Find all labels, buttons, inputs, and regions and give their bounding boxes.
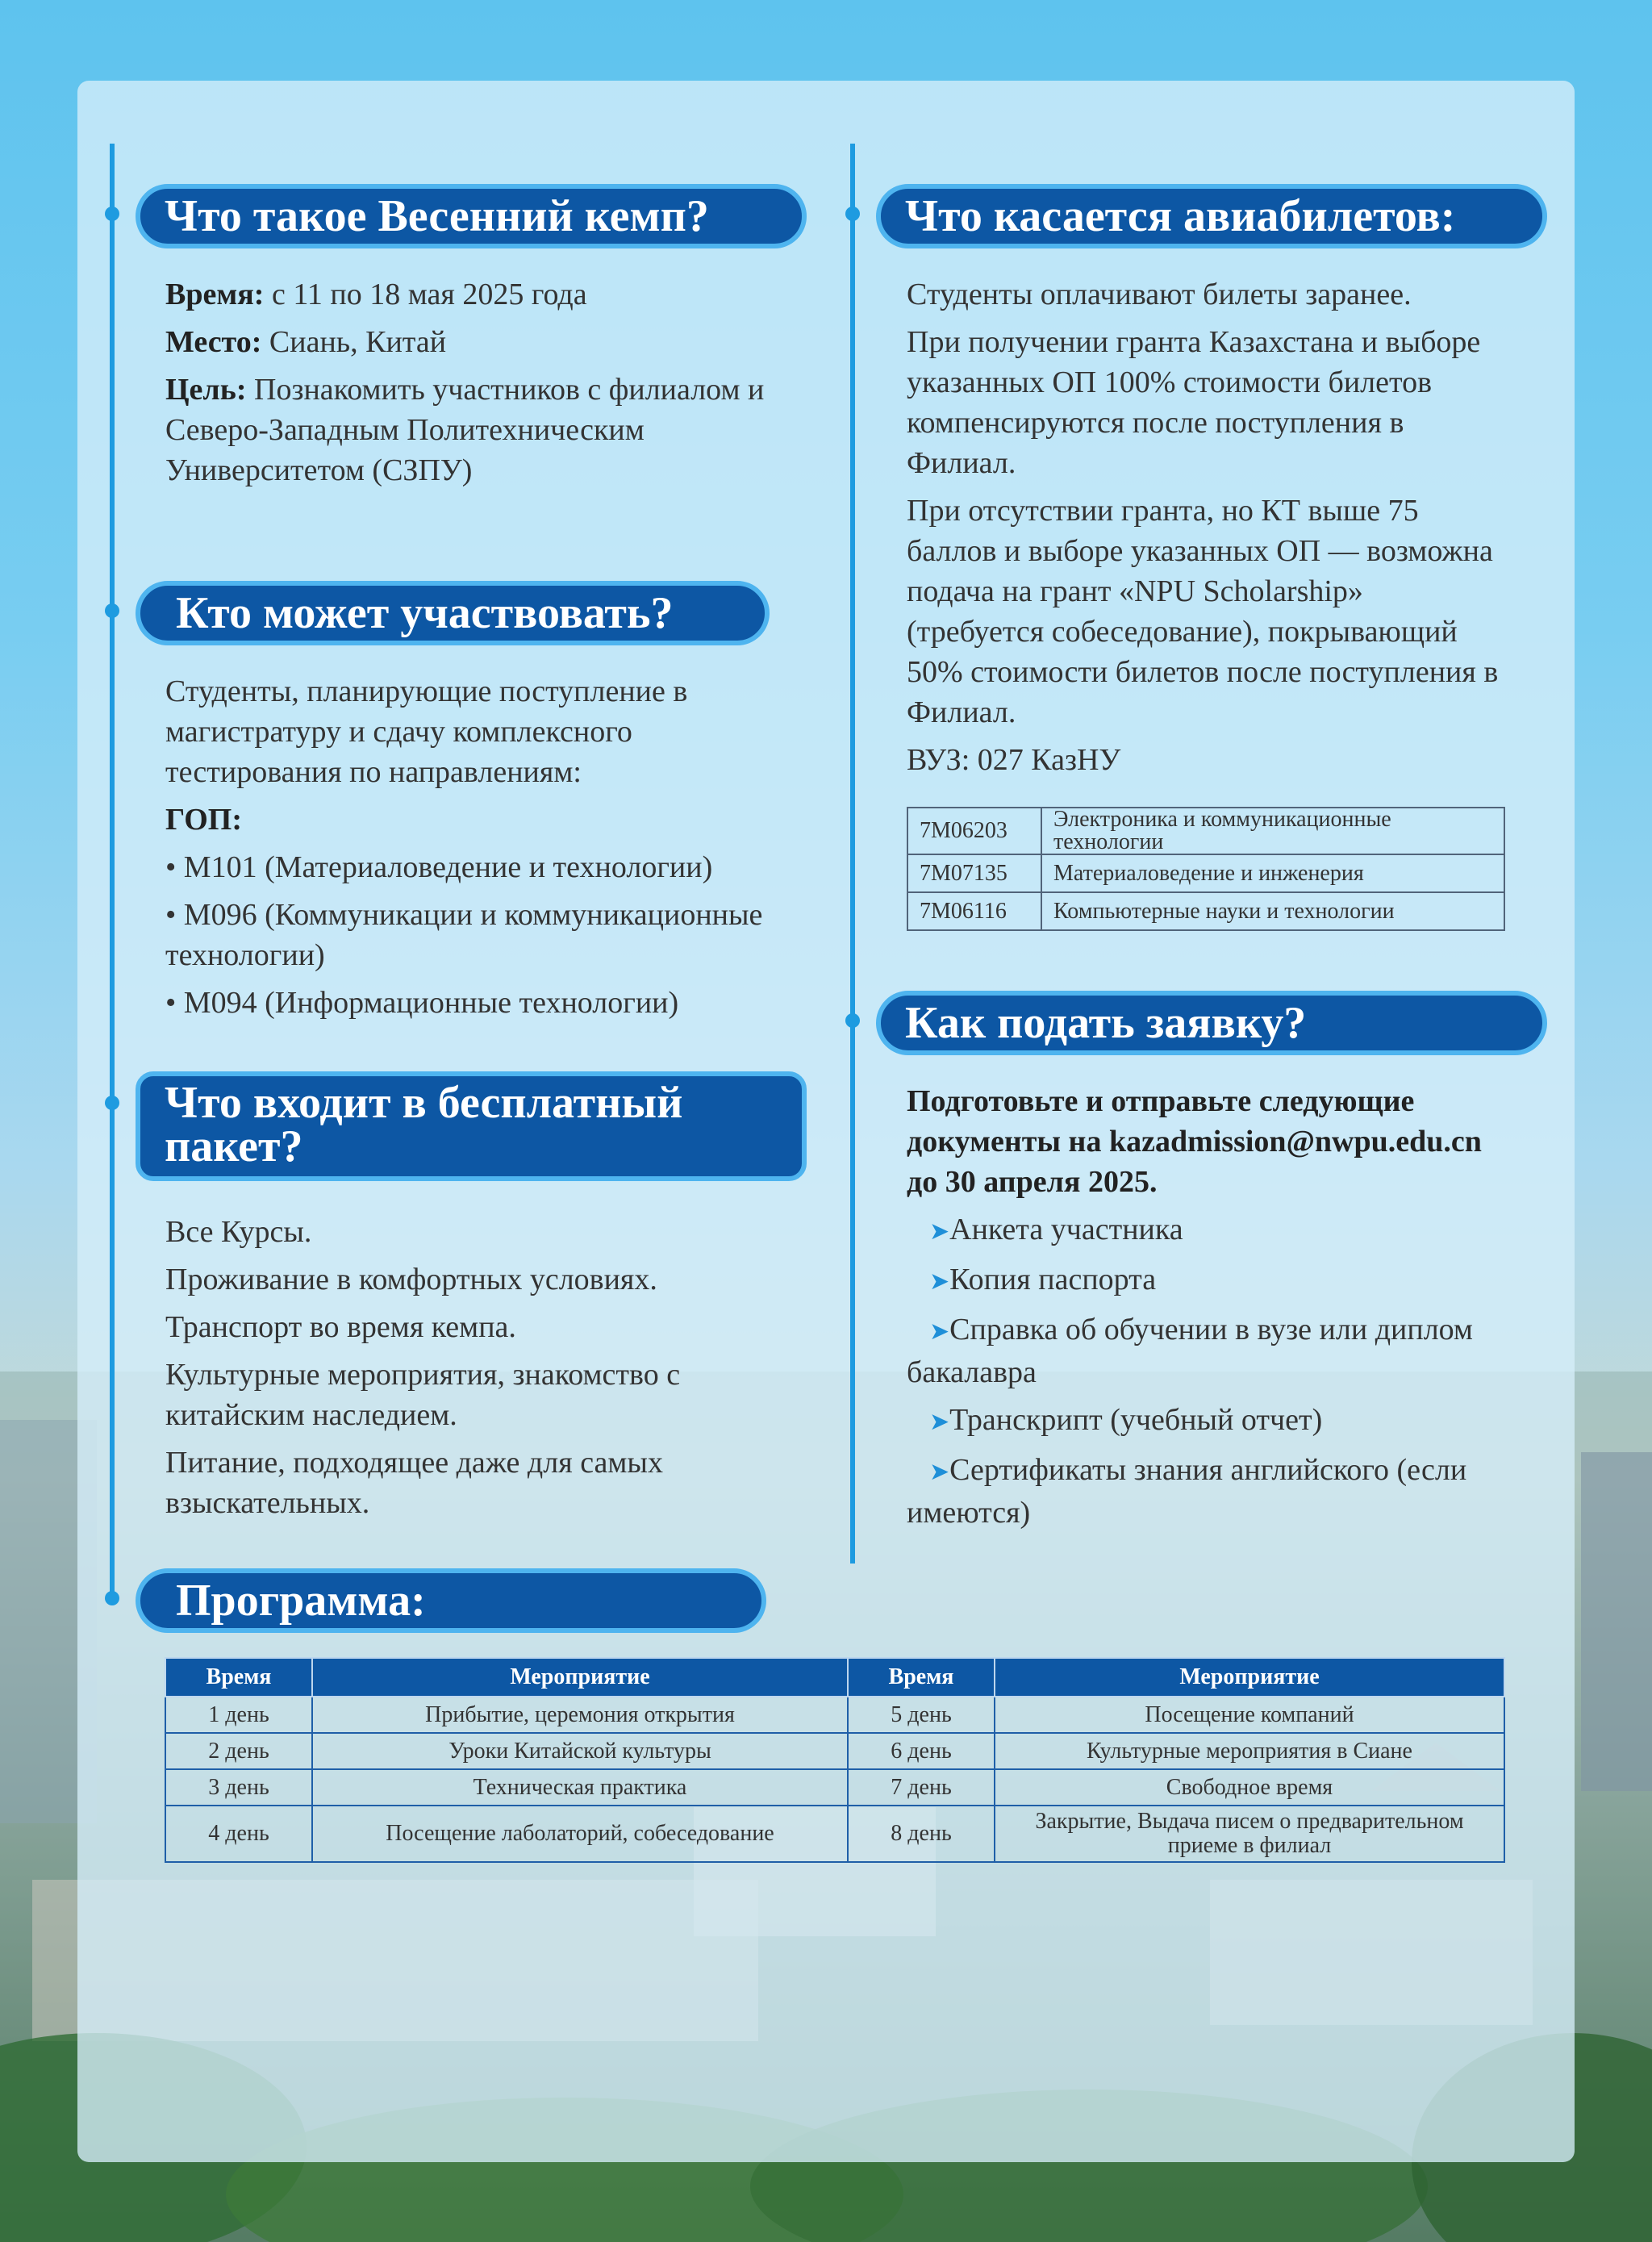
package-item: Все Курсы. (165, 1215, 312, 1249)
timeline-dot (105, 1591, 119, 1605)
timeline-dot (845, 207, 860, 221)
event-cell: Техническая практика (312, 1769, 848, 1806)
program-name: Материаловедение и инженерия (1041, 854, 1504, 892)
package-item: Проживание в комфортных условиях. (165, 1263, 657, 1296)
free-package-title-line1: Что входит в бесплатный (165, 1078, 683, 1128)
apply-item: Транскрипт (учебный отчет) (949, 1403, 1323, 1437)
event-cell: Свободное время (995, 1769, 1504, 1806)
vuz-code: ВУЗ: 027 КазНУ (907, 743, 1121, 777)
arrow-icon: ➤ (929, 1268, 950, 1295)
package-item: Транспорт во время кемпа. (165, 1310, 516, 1344)
program-code: 7M07135 (907, 854, 1041, 892)
table-row (907, 892, 1504, 930)
section-header-who-can-participate: Кто может участвовать? (136, 581, 770, 645)
timeline-dot (105, 603, 119, 618)
program-code: 7M06116 (907, 892, 1041, 930)
gop-item: • M094 (Информационные технологии) (165, 986, 679, 1020)
left-timeline-line (110, 144, 115, 1596)
gop-label: ГОП: (165, 803, 242, 837)
table-header-row (165, 1658, 1504, 1697)
section-header-free-package (136, 1071, 807, 1181)
event-cell: Посещение компаний (995, 1697, 1504, 1733)
apply-item: Копия паспорта (949, 1263, 1157, 1296)
section-header-spring-camp: Что такое Весенний кемп? (136, 184, 807, 248)
time-label: Время: (165, 278, 265, 311)
day-cell: 6 день (848, 1733, 995, 1769)
time-value: с 11 по 18 мая 2025 года (264, 278, 587, 311)
package-item: Питание, подходящее даже для самых взыскательных. (165, 1446, 663, 1520)
gop-item: • M096 (Коммуникации и коммуникационные технологии) (165, 898, 763, 972)
free-package-list (165, 1212, 778, 1530)
section-header-program: Программа: (136, 1568, 766, 1633)
gop-item: • M101 (Материаловедение и технологии) (165, 850, 713, 884)
tickets-p1: Студенты оплачивают билеты заранее. (907, 278, 1412, 311)
table-row (907, 808, 1504, 854)
tickets-p2: При получении гранта Казахстана и выборе указанных ОП 100% стоимости билетов компенсируются после поступления в Филиал. (907, 325, 1481, 480)
right-timeline-line (850, 144, 855, 1564)
free-package-title-line2: пакет? (165, 1121, 303, 1171)
day-cell: 3 день (165, 1769, 312, 1806)
col-header-time: Время (165, 1658, 312, 1697)
event-cell: Уроки Китайской культуры (312, 1733, 848, 1769)
spring-camp-info (165, 274, 778, 498)
table-row (165, 1733, 1504, 1769)
timeline-dot (105, 1096, 119, 1110)
program-name: Электроника и коммуникационные технологии (1041, 808, 1504, 854)
timeline-dot (105, 207, 119, 221)
apply-item: Сертификаты знания английского (если имеются) (907, 1453, 1467, 1530)
event-cell: Прибытие, церемония открытия (312, 1697, 848, 1733)
place-value: Сиань, Китай (261, 325, 447, 359)
arrow-icon: ➤ (929, 1218, 950, 1245)
air-tickets-info (907, 274, 1504, 787)
program-code: 7M06203 (907, 808, 1041, 854)
day-cell: 1 день (165, 1697, 312, 1733)
day-cell: 4 день (165, 1806, 312, 1862)
day-cell: 8 день (848, 1806, 995, 1862)
program-name: Компьютерные науки и технологии (1041, 892, 1504, 930)
apply-intro: Подготовьте и отправьте следующие документы на kazadmission@nwpu.edu.cn до 30 апреля 2025. (907, 1084, 1482, 1199)
program-schedule-table (165, 1657, 1505, 1863)
event-cell: Посещение лаболаторий, собеседование (312, 1806, 848, 1862)
apply-item: Анкета участника (949, 1213, 1183, 1246)
day-cell: 5 день (848, 1697, 995, 1733)
participants-intro: Студенты, планирующие поступление в магистратуру и сдачу комплексного тестирования по направлениям: (165, 674, 688, 789)
table-row (907, 854, 1504, 892)
day-cell: 2 день (165, 1733, 312, 1769)
col-header-event: Мероприятие (995, 1658, 1504, 1697)
arrow-icon: ➤ (929, 1459, 950, 1485)
day-cell: 7 день (848, 1769, 995, 1806)
table-row (165, 1769, 1504, 1806)
package-item: Культурные мероприятия, знакомство с китайским наследием. (165, 1358, 681, 1432)
col-header-event: Мероприятие (312, 1658, 848, 1697)
arrow-icon: ➤ (929, 1409, 950, 1435)
timeline-dot (845, 1013, 860, 1028)
goal-label: Цель: (165, 373, 247, 407)
how-to-apply-info (907, 1081, 1504, 1540)
col-header-time: Время (848, 1658, 995, 1697)
table-row (165, 1697, 1504, 1733)
event-cell: Закрытие, Выдача писем о предварительном приеме в филиал (995, 1806, 1504, 1862)
table-row (165, 1806, 1504, 1862)
tickets-p3: При отсутствии гранта, но КТ выше 75 баллов и выборе указанных ОП — возможна подача на грант «NPU Scholarship» (требуется собеседование), покрывающий 50% стоимости билетов после поступления в Филиал. (907, 494, 1499, 729)
section-header-air-tickets: Что касается авиабилетов: (876, 184, 1547, 248)
programs-table (907, 807, 1505, 931)
section-header-how-to-apply: Как подать заявку? (876, 991, 1547, 1055)
goal-value: Познакомить участников с филиалом и Северо-Западным Политехническим Университетом (СЗПУ) (165, 373, 765, 487)
arrow-icon: ➤ (929, 1318, 950, 1345)
event-cell: Культурные мероприятия в Сиане (995, 1733, 1504, 1769)
place-label: Место: (165, 325, 262, 359)
apply-item: Справка об обучении в вузе или диплом бакалавра (907, 1313, 1473, 1389)
participants-info (165, 671, 778, 1030)
